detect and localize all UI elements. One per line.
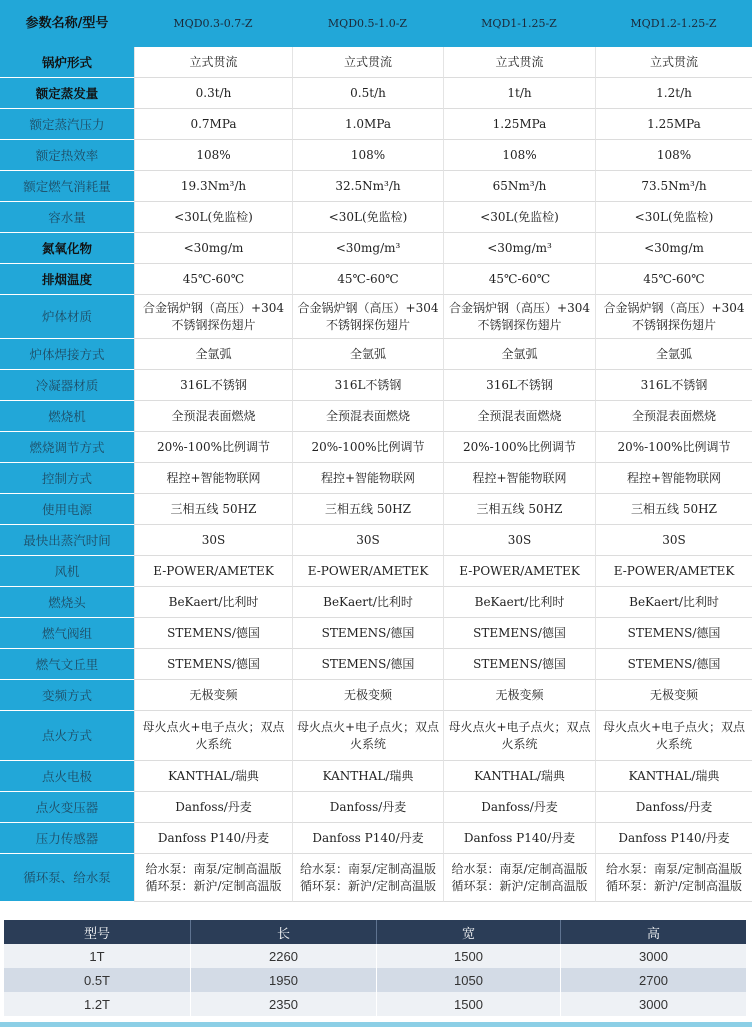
parameter-value: 三相五线 50HZ [134, 494, 292, 525]
parameter-value: 立式贯流 [595, 47, 752, 78]
spec-row [0, 649, 752, 680]
parameter-value: 程控+智能物联网 [595, 463, 752, 494]
parameter-value: STEMENS/德国 [134, 618, 292, 649]
spec-row [0, 109, 752, 140]
model-header: MQD0.5-1.0-Z [292, 0, 443, 47]
parameter-label: 额定燃气消耗量 [0, 171, 134, 202]
parameter-value: 65Nm³/h [443, 171, 595, 202]
parameter-label: 燃气文丘里 [0, 649, 134, 680]
parameter-value: 108% [443, 140, 595, 171]
parameter-value: BeKaert/比利时 [443, 587, 595, 618]
parameter-value: 程控+智能物联网 [134, 463, 292, 494]
parameter-value: E-POWER/AMETEK [595, 556, 752, 587]
parameter-value: KANTHAL/瑞典 [134, 761, 292, 792]
parameter-label: 额定热效率 [0, 140, 134, 171]
parameter-label: 风机 [0, 556, 134, 587]
parameter-value: 母火点火+电子点火；双点火系统 [134, 711, 292, 761]
parameter-label: 压力传感器 [0, 823, 134, 854]
parameter-value: 给水泵：南泵/定制高温版 循环泵：新沪/定制高温版 [292, 854, 443, 902]
parameter-value: 0.5t/h [292, 78, 443, 109]
parameter-value: 45℃-60℃ [595, 264, 752, 295]
parameter-value: <30L(免监检) [292, 202, 443, 233]
parameter-value: 45℃-60℃ [443, 264, 595, 295]
dimension-cell: 1950 [190, 968, 376, 992]
parameter-value: 无极变频 [443, 680, 595, 711]
parameter-value: 19.3Nm³/h [134, 171, 292, 202]
parameter-value: BeKaert/比利时 [292, 587, 443, 618]
parameter-label: 控制方式 [0, 463, 134, 494]
parameter-value: 全预混表面燃烧 [595, 401, 752, 432]
dimension-header-row [4, 920, 746, 944]
parameter-label: 炉体材质 [0, 295, 134, 339]
parameter-value: STEMENS/德国 [292, 649, 443, 680]
dimension-cell: 2700 [560, 968, 746, 992]
parameter-value: 合金锅炉钢（高压）+304不锈钢探伤翅片 [595, 295, 752, 339]
spec-row [0, 370, 752, 401]
dimension-cell: 3000 [560, 944, 746, 968]
parameter-value: <30L(免监检) [134, 202, 292, 233]
spec-row [0, 680, 752, 711]
parameter-value: 立式贯流 [443, 47, 595, 78]
parameter-value: Danfoss P140/丹麦 [134, 823, 292, 854]
parameter-value: 108% [292, 140, 443, 171]
spec-row [0, 525, 752, 556]
parameter-value: 73.5Nm³/h [595, 171, 752, 202]
spec-row [0, 401, 752, 432]
spec-row [0, 339, 752, 370]
parameter-label: 排烟温度 [0, 264, 134, 295]
dimension-cell: 2260 [190, 944, 376, 968]
parameter-label: 冷凝器材质 [0, 370, 134, 401]
model-header: MQD0.3-0.7-Z [134, 0, 292, 47]
parameter-value: 45℃-60℃ [134, 264, 292, 295]
parameter-value: 1.0MPa [292, 109, 443, 140]
parameter-value: 合金锅炉钢（高压）+304不锈钢探伤翅片 [443, 295, 595, 339]
spec-header-row [0, 0, 752, 47]
parameter-value: 母火点火+电子点火；双点火系统 [595, 711, 752, 761]
spec-row [0, 587, 752, 618]
spec-row [0, 171, 752, 202]
spec-row [0, 78, 752, 109]
parameter-value: STEMENS/德国 [292, 618, 443, 649]
spec-row [0, 792, 752, 823]
parameter-label: 循环泵、给水泵 [0, 854, 134, 902]
parameter-value: BeKaert/比利时 [595, 587, 752, 618]
parameter-value: 30S [292, 525, 443, 556]
parameter-label: 使用电源 [0, 494, 134, 525]
dimension-row [4, 968, 746, 992]
parameter-value: 全氩弧 [134, 339, 292, 370]
spec-row [0, 494, 752, 525]
spec-row [0, 711, 752, 761]
spec-row [0, 264, 752, 295]
parameter-value: E-POWER/AMETEK [134, 556, 292, 587]
parameter-label: 容水量 [0, 202, 134, 233]
spec-row [0, 233, 752, 264]
spec-row [0, 556, 752, 587]
parameter-value: BeKaert/比利时 [134, 587, 292, 618]
dimension-row [4, 992, 746, 1016]
parameter-value: KANTHAL/瑞典 [595, 761, 752, 792]
spec-row [0, 295, 752, 339]
parameter-value: 给水泵：南泵/定制高温版 循环泵：新沪/定制高温版 [134, 854, 292, 902]
parameter-value: 0.3t/h [134, 78, 292, 109]
spec-row [0, 854, 752, 902]
dimension-cell: 1500 [376, 944, 560, 968]
parameter-value: 316L不锈钢 [134, 370, 292, 401]
parameter-value: <30L(免监检) [595, 202, 752, 233]
bottom-divider [0, 1022, 752, 1027]
model-header: MQD1.2-1.25-Z [595, 0, 752, 47]
parameter-value: 全氩弧 [292, 339, 443, 370]
parameter-value: 合金锅炉钢（高压）+304不锈钢探伤翅片 [292, 295, 443, 339]
parameter-value: 45℃-60℃ [292, 264, 443, 295]
parameter-label: 最快出蒸汽时间 [0, 525, 134, 556]
parameter-value: 立式贯流 [292, 47, 443, 78]
parameter-value: 316L不锈钢 [292, 370, 443, 401]
parameter-value: 程控+智能物联网 [292, 463, 443, 494]
dimension-cell: 1.2T [83, 996, 110, 1012]
dimension-cell: 0.5T [83, 972, 110, 988]
parameter-label: 燃烧调节方式 [0, 432, 134, 463]
dimension-header-cell: 型号 [83, 925, 110, 941]
parameter-value: E-POWER/AMETEK [292, 556, 443, 587]
parameter-value: 无极变频 [292, 680, 443, 711]
parameter-value: <30mg/m [134, 233, 292, 264]
parameter-value: KANTHAL/瑞典 [292, 761, 443, 792]
parameter-label: 燃气阀组 [0, 618, 134, 649]
parameter-label: 点火方式 [0, 711, 134, 761]
parameter-label: 变频方式 [0, 680, 134, 711]
parameter-label: 额定蒸发量 [0, 78, 134, 109]
parameter-value: 108% [134, 140, 292, 171]
parameter-value: 合金锅炉钢（高压）+304不锈钢探伤翅片 [134, 295, 292, 339]
parameter-value: 30S [134, 525, 292, 556]
parameter-value: 1.2t/h [595, 78, 752, 109]
parameter-value: Danfoss/丹麦 [292, 792, 443, 823]
parameter-value: 母火点火+电子点火；双点火系统 [443, 711, 595, 761]
parameter-value: 20%-100%比例调节 [595, 432, 752, 463]
parameter-value: Danfoss/丹麦 [443, 792, 595, 823]
parameter-value: 108% [595, 140, 752, 171]
parameter-value: 程控+智能物联网 [443, 463, 595, 494]
parameter-label: 炉体焊接方式 [0, 339, 134, 370]
dimension-cell: 3000 [560, 992, 746, 1016]
parameter-value: 给水泵：南泵/定制高温版 循环泵：新沪/定制高温版 [443, 854, 595, 902]
parameter-value: 全预混表面燃烧 [134, 401, 292, 432]
parameter-value: STEMENS/德国 [595, 618, 752, 649]
dimension-cell: 1T [89, 948, 105, 964]
parameter-value: 全预混表面燃烧 [292, 401, 443, 432]
parameter-value: 0.7MPa [134, 109, 292, 140]
parameter-value: 20%-100%比例调节 [134, 432, 292, 463]
parameter-value: 三相五线 50HZ [595, 494, 752, 525]
parameter-value: Danfoss/丹麦 [595, 792, 752, 823]
parameter-value: 三相五线 50HZ [443, 494, 595, 525]
parameter-value: 全氩弧 [595, 339, 752, 370]
parameter-value: Danfoss P140/丹麦 [292, 823, 443, 854]
parameter-value: 母火点火+电子点火；双点火系统 [292, 711, 443, 761]
parameter-value: 30S [443, 525, 595, 556]
parameter-value: STEMENS/德国 [595, 649, 752, 680]
parameter-value: <30mg/m³ [443, 233, 595, 264]
parameter-value: Danfoss/丹麦 [134, 792, 292, 823]
parameter-value: 30S [595, 525, 752, 556]
dimension-header-cell: 宽 [376, 920, 560, 944]
parameter-value: 全氩弧 [443, 339, 595, 370]
dimension-header-cell: 高 [560, 920, 746, 944]
parameter-label: 氮氧化物 [0, 233, 134, 264]
parameter-label: 点火电极 [0, 761, 134, 792]
parameter-value: STEMENS/德国 [443, 649, 595, 680]
parameter-label: 锅炉形式 [0, 47, 134, 78]
parameter-value: 1.25MPa [595, 109, 752, 140]
spec-row [0, 463, 752, 494]
parameter-value: 给水泵：南泵/定制高温版 循环泵：新沪/定制高温版 [595, 854, 752, 902]
spec-row [0, 202, 752, 233]
parameter-value: 全预混表面燃烧 [443, 401, 595, 432]
parameter-value: E-POWER/AMETEK [443, 556, 595, 587]
parameter-value: 20%-100%比例调节 [443, 432, 595, 463]
parameter-value: 32.5Nm³/h [292, 171, 443, 202]
parameter-value: <30mg/m [595, 233, 752, 264]
parameter-value: 1t/h [443, 78, 595, 109]
parameter-value: 无极变频 [595, 680, 752, 711]
parameter-label: 点火变压器 [0, 792, 134, 823]
dimension-row [4, 944, 746, 968]
dimension-cell: 1500 [376, 992, 560, 1016]
parameter-value: <30mg/m³ [292, 233, 443, 264]
parameter-value: 1.25MPa [443, 109, 595, 140]
parameter-label: 额定蒸汽压力 [0, 109, 134, 140]
header-label: 参数名称/型号 [0, 0, 134, 47]
model-header: MQD1-1.25-Z [443, 0, 595, 47]
spec-row [0, 432, 752, 463]
parameter-value: 20%-100%比例调节 [292, 432, 443, 463]
parameter-value: 316L不锈钢 [595, 370, 752, 401]
dimension-cell: 2350 [190, 992, 376, 1016]
dimension-cell: 1050 [376, 968, 560, 992]
parameter-value: 316L不锈钢 [443, 370, 595, 401]
spec-row [0, 761, 752, 792]
parameter-value: STEMENS/德国 [443, 618, 595, 649]
parameter-value: 三相五线 50HZ [292, 494, 443, 525]
parameter-value: Danfoss P140/丹麦 [595, 823, 752, 854]
dimension-table [4, 920, 746, 1016]
spec-row [0, 618, 752, 649]
spec-row [0, 823, 752, 854]
parameter-label: 燃烧头 [0, 587, 134, 618]
parameter-value: Danfoss P140/丹麦 [443, 823, 595, 854]
spec-row [0, 140, 752, 171]
parameter-value: 立式贯流 [134, 47, 292, 78]
dimension-header-cell: 长 [190, 920, 376, 944]
parameter-value: KANTHAL/瑞典 [443, 761, 595, 792]
parameter-value: STEMENS/德国 [134, 649, 292, 680]
parameter-value: 无极变频 [134, 680, 292, 711]
spec-row [0, 47, 752, 78]
parameter-value: <30L(免监检) [443, 202, 595, 233]
parameter-label: 燃烧机 [0, 401, 134, 432]
